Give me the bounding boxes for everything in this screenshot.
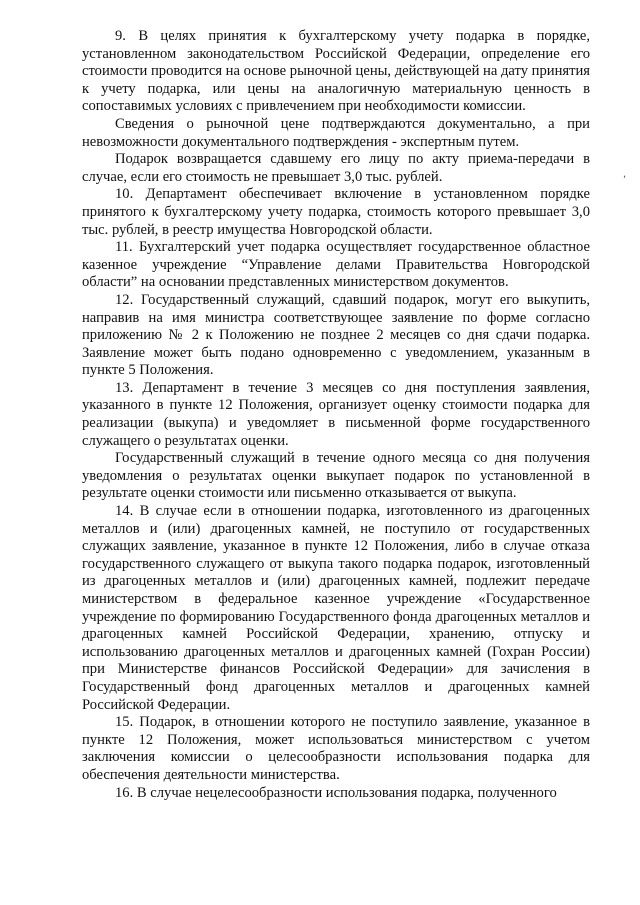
paragraph-market-price-evidence: Сведения о рыночной цене подтверждаются документально, а при невозможности документального подтверждения - экспертным путем. bbox=[82, 115, 590, 150]
paragraph-item-13: 13. Департамент в течение 3 месяцев со дня поступления заявления, указанного в пункте 12 Положения, организует оценку стоимости подарка для реализации (выкупа) и уведомляет в письменной форме государственного служащего о результатах оценки. bbox=[82, 379, 590, 449]
paragraph-item-15: 15. Подарок, в отношении которого не поступило заявление, указанное в пункте 12 Положения, может использоваться министерством с учетом заключения комиссии о целесообразности использования подарка для обеспечения деятельности министерства. bbox=[82, 714, 590, 783]
margin-mark: , bbox=[623, 169, 627, 180]
paragraph-item-14: 14. В случае если в отношении подарка, изготовленного из драгоценных металлов и (или) драгоценных камней, не поступило от государственных служащих заявление, указанное в пункте 12 Положения, либо в случае отказа государственного служащего от выкупа такого подарка подарок, изготовленный из драгоценных металлов и (или) драгоценных камней, подлежит передаче министерством в федеральное казенное учреждение «Государственное учреждение по формированию Государственного фонда драгоценных металлов и драгоценных камней Российской Федерации, хранению, отпуску и использованию драгоценных металлов и драгоценных камней (Гохран России) при Министерстве финансов Российской Федерации» для зачисления в Государственный фонд драгоценных металлов и драгоценных камней Российской Федерации. bbox=[82, 503, 590, 713]
document-body bbox=[82, 28, 590, 802]
paragraph-item-9: 9. В целях принятия к бухгалтерскому учету подарка в порядке, установленном законодательством Российской Федерации, определение его стоимости проводится на основе рыночной цены, действующей на дату принятия к учету подарка, или цены на аналогичную материальную ценность в сопоставимых условиях с привлечением при необходимости комиссии. bbox=[82, 28, 590, 115]
paragraph-item-10: 10. Департамент обеспечивает включение в установленном порядке принятого к бухгалтерскому учету подарка, стоимость которого превышает 3,0 тыс. рублей, в реестр имущества Новгородской области. bbox=[82, 186, 590, 238]
paragraph-gift-return: Подарок возвращается сдавшему его лицу по акту приема-передачи в случае, если его стоимость не превышает 3,0 тыс. рублей. bbox=[82, 151, 590, 185]
paragraph-item-12: 12. Государственный служащий, сдавший подарок, могут его выкупить, направив на имя министра соответствующее заявление по форме согласно приложению № 2 к Положению не позднее 2 месяцев со дня сдачи подарка. Заявление может быть подано одновременно с уведомлением, указанным в пункте 5 Положения. bbox=[82, 291, 590, 379]
paragraph-item-16: 16. В случае нецелесообразности использования подарка, полученного bbox=[115, 784, 557, 801]
paragraph-item-11: 11. Бухгалтерский учет подарка осуществляет государственное областное казенное учреждение “Управление делами Правительства Новгородской области” на основании представленных министерством документов. bbox=[82, 239, 590, 291]
paragraph-valuation-notice: Государственный служащий в течение одного месяца со дня получения уведомления о результатах оценки выкупает подарок по установленной в результате оценки стоимости или письменно отказывается от выкупа. bbox=[82, 450, 590, 502]
